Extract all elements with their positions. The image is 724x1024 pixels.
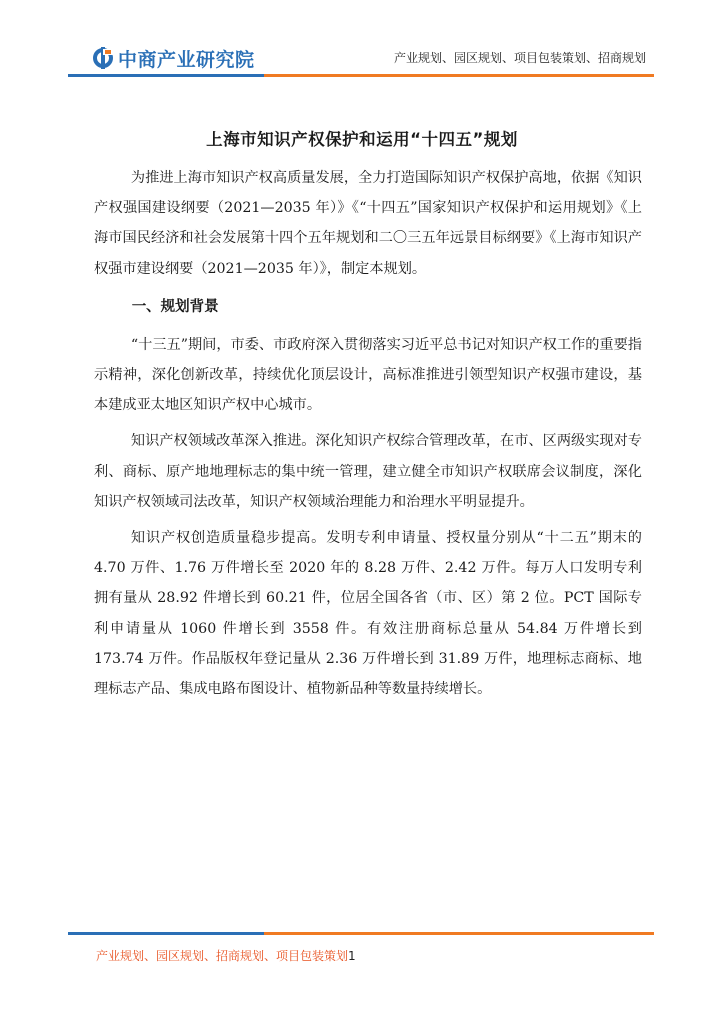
intro-paragraph: 为推进上海市知识产权高质量发展，全力打造国际知识产权保护高地，依据《知识产权强国建设纲要（2021—2035 年）》《“十四五”国家知识产权保护和运用规划》《上海市国民经济和社会发展第十四个五年规划和二〇三五年远景目标纲要》《上海市知识产权强市建设纲要（2021—2035 年）》，制定本规划。 (94, 170, 642, 277)
page-number: 1 (348, 949, 356, 963)
company-logo (92, 44, 255, 72)
logo-text: 中商产业研究院 (118, 48, 255, 71)
footer-nav-text: 产业规划、园区规划、招商规划、项目包装策划 (96, 949, 349, 963)
header-divider-orange (264, 74, 654, 77)
body-paragraph: 知识产权领域改革深入推进。深化知识产权综合管理改革，在市、区两级实现对专利、商标、原产地地理标志的集中统一管理，建立健全市知识产权联席会议制度，深化知识产权领域司法改革，知识产权领域治理能力和治理水平明显提升。 (94, 433, 642, 510)
section-heading: 一、规划背景 (131, 298, 219, 315)
footer (96, 947, 356, 964)
document-title: 上海市知识产权保护和运用“十四五”规划 (206, 130, 518, 149)
footer-divider-blue (68, 932, 264, 935)
footer-divider-orange (264, 932, 654, 935)
header-divider-blue (68, 74, 264, 77)
body-paragraph: 知识产权创造质量稳步提高。发明专利申请量、授权量分别从“十二五”期末的 4.70 万件、1.76 万件增长至 2020 年的 8.28 万件、2.42 万件。每万人口发明专利拥有量从 28.92 件增长到 60.21 件，位居全国各省（市、区）第 2 位。PCT 国际专利申请量从 1060 件增长到 3558 件。有效注册商标总量从 54.84 万件增长到 173.74 万件。作品版权年登记量从 2.36 万件增长到 31.89 万件，地理标志商标、地理标志产品、集成电路布图设计、植物新品种等数量持续增长。 (94, 530, 642, 698)
header-divider (68, 74, 654, 77)
logo-icon (92, 47, 114, 69)
body-paragraph: “十三五”期间，市委、市政府深入贯彻落实习近平总书记对知识产权工作的重要指示精神，深化创新改革，持续优化顶层设计，高标准推进引领型知识产权强市建设，基本建成亚太地区知识产权中心城市。 (94, 336, 642, 414)
footer-divider (68, 932, 654, 935)
header-tagline: 产业规划、园区规划、项目包装策划、招商规划 (393, 51, 646, 65)
document-body (94, 163, 642, 704)
